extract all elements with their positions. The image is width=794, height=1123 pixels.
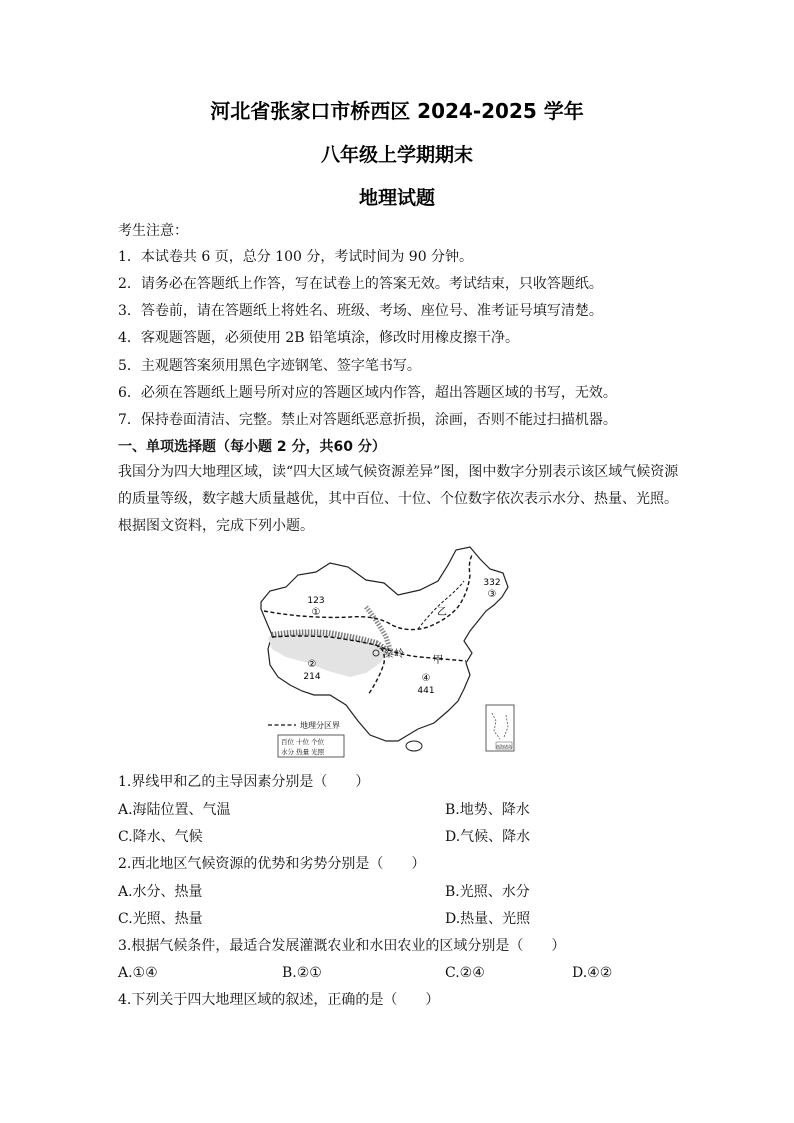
- question-2-option-d[interactable]: D.热量、光照: [445, 911, 531, 927]
- exam-title-line1: 河北省张家口市桥西区 2024-2025 学年: [210, 99, 584, 123]
- question-4-stem: 4.下列关于四大地理区域的叙述，正确的是（ ）: [118, 992, 440, 1008]
- exam-title-line3: 地理试题: [358, 187, 435, 209]
- question-1-option-c[interactable]: C.降水、气候: [118, 829, 203, 845]
- label-jia: 甲: [433, 655, 443, 666]
- section-intro: 我国分为四大地理区域，读“四大区域气候资源差异”图，图中数字分别表示该区域气候资源的质量等级，数字越大质量越优，其中百位、十位、个位数字依次表示水分、热量、光照。根据图文资料，完成下列小题。: [118, 464, 679, 534]
- region1-code: 123: [307, 596, 325, 606]
- question-1-stem: 1.界线甲和乙的主导因素分别是（ ）: [118, 774, 370, 790]
- question-1-option-b[interactable]: B.地势、降水: [445, 802, 530, 818]
- question-2-option-b[interactable]: B.光照、水分: [445, 884, 530, 900]
- notice-item-7: 7．保持卷面清洁、完整。禁止对答题纸恶意折损，涂画，否则不能过扫描机器。: [118, 412, 617, 428]
- hainan-island: [406, 741, 422, 751]
- notice-item-4: 4．客观题答题，必须使用 2B 铅笔填涂，修改时用橡皮擦干净。: [118, 330, 520, 346]
- notice-item-5: 5．主观题答案须用黑色字迹钢笔、签字笔书写。: [118, 358, 421, 374]
- question-1-option-d[interactable]: D.气候、降水: [445, 829, 531, 845]
- region1-mark: ①: [311, 607, 321, 618]
- question-3-stem: 3.根据气候条件，最适合发展灌溉农业和水田农业的区域分别是（ ）: [118, 938, 566, 954]
- region2-mark: ②: [307, 659, 317, 670]
- region4-mark: ④: [421, 673, 431, 684]
- question-1-option-a[interactable]: A.海陆位置、气温: [118, 802, 231, 818]
- notice-item-2: 2．请务必在答题纸上作答，写在试卷上的答案无效。考试结束，只收答题纸。: [118, 276, 603, 292]
- region3-mark: ③: [487, 589, 497, 600]
- legend-text: 地理分区界: [300, 721, 340, 730]
- notice-heading: 考生注意：: [118, 223, 188, 239]
- question-2-option-c[interactable]: C.光照、热量: [118, 911, 203, 927]
- region2-code: 214: [303, 672, 321, 682]
- inset-label: 南海诸岛: [496, 744, 512, 749]
- question-3-option-b[interactable]: B.②①: [282, 965, 322, 981]
- notice-item-6: 6．必须在答题纸上题号所对应的答题区域内作答，超出答题区域的书写，无效。: [118, 385, 617, 401]
- key-row2: 水分 热量 光照: [281, 748, 325, 756]
- question-3-option-a[interactable]: A.①④: [118, 965, 158, 981]
- question-3-option-d[interactable]: D.④②: [572, 965, 613, 981]
- climate-resource-map: [258, 545, 534, 760]
- notice-item-1: 1．本试卷共 6 页，总分 100 分，考试时间为 90 分钟。: [118, 249, 474, 265]
- question-2-stem: 2.西北地区气候资源的优势和劣势分别是（ ）: [118, 856, 426, 872]
- question-3-option-c[interactable]: C.②④: [445, 965, 485, 981]
- key-row1: 百位 十位 个位: [281, 738, 325, 746]
- question-2-option-a[interactable]: A.水分、热量: [118, 884, 203, 900]
- label-qinling: 秦岭: [384, 649, 404, 660]
- notice-item-3: 3．答卷前，请在答题纸上将姓名、班级、考场、座位号、准考证号填写清楚。: [118, 303, 603, 319]
- exam-title-line2: 八年级上学期期末: [320, 144, 473, 166]
- section-heading: 一、单项选择题（每小题 2 分，共60 分）: [118, 439, 386, 455]
- region3-code: 332: [483, 578, 501, 588]
- region4-code: 441: [417, 686, 435, 696]
- label-yi: 乙: [437, 607, 447, 618]
